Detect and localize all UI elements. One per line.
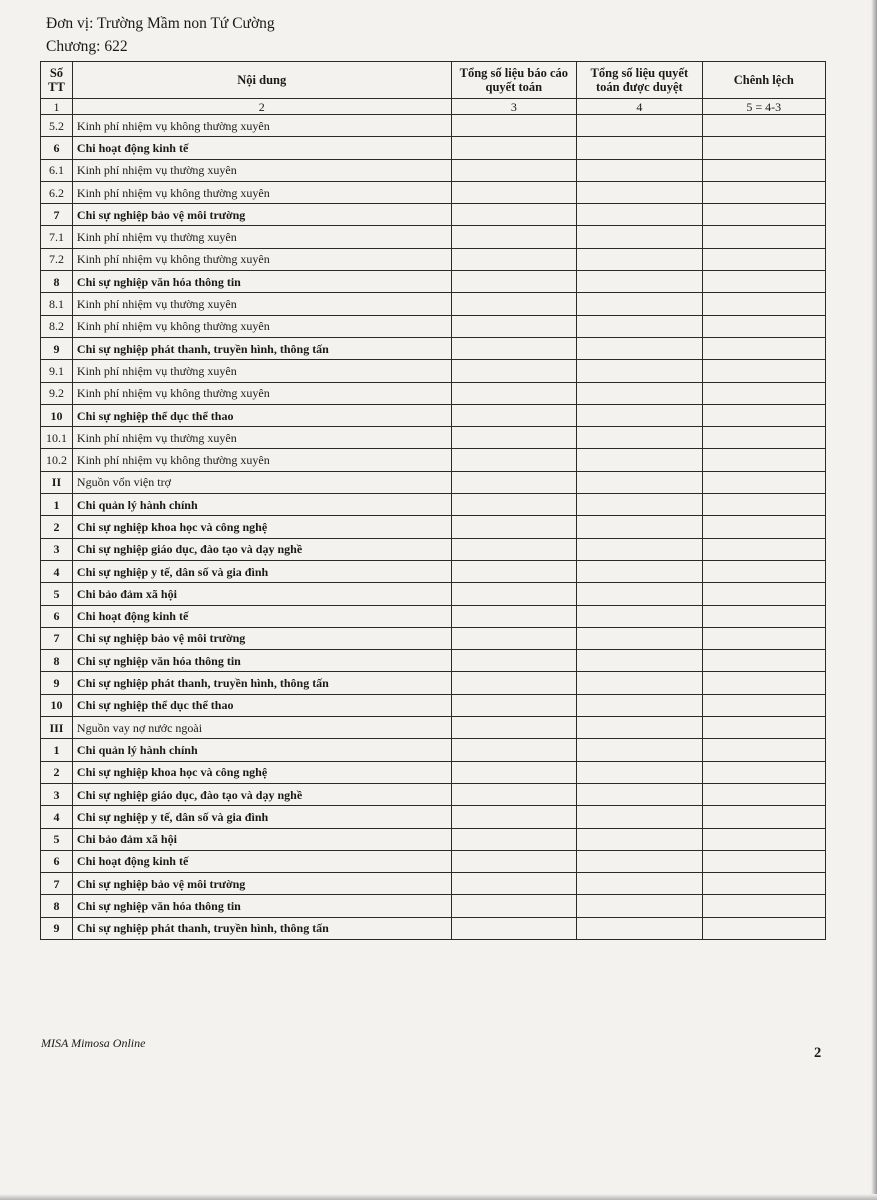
row-difference	[702, 471, 825, 493]
header-approved: Tổng số liệu quyết toán được duyệt	[577, 62, 703, 99]
row-reported	[451, 761, 577, 783]
row-stt: 4	[41, 560, 73, 582]
table-row	[41, 583, 826, 605]
row-reported	[451, 337, 577, 359]
row-difference	[702, 694, 825, 716]
table-row	[41, 739, 826, 761]
row-reported	[451, 404, 577, 426]
row-approved	[577, 293, 703, 315]
row-approved	[577, 360, 703, 382]
row-stt: 9.1	[41, 360, 73, 382]
row-approved	[577, 337, 703, 359]
row-content: Chi sự nghiệp y tế, dân số và gia đình	[72, 806, 451, 828]
row-approved	[577, 605, 703, 627]
row-approved	[577, 761, 703, 783]
table-row	[41, 337, 826, 359]
row-stt: 6	[41, 137, 73, 159]
row-stt: III	[41, 717, 73, 739]
row-approved	[577, 828, 703, 850]
row-reported	[451, 271, 577, 293]
row-approved	[577, 204, 703, 226]
row-reported	[451, 806, 577, 828]
row-content: Chi hoạt động kinh tế	[72, 137, 451, 159]
table-row	[41, 115, 826, 137]
row-approved	[577, 650, 703, 672]
table-row	[41, 694, 826, 716]
row-approved	[577, 115, 703, 137]
table-row	[41, 226, 826, 248]
row-difference	[702, 516, 825, 538]
table-row	[41, 850, 826, 872]
index-cell: 4	[577, 99, 703, 115]
index-cell: 3	[451, 99, 577, 115]
row-reported	[451, 315, 577, 337]
table-row	[41, 717, 826, 739]
row-content: Chi bảo đảm xã hội	[72, 583, 451, 605]
row-content: Chi bảo đảm xã hội	[72, 828, 451, 850]
row-difference	[702, 917, 825, 939]
table-row	[41, 137, 826, 159]
row-approved	[577, 494, 703, 516]
row-reported	[451, 605, 577, 627]
row-reported	[451, 672, 577, 694]
row-difference	[702, 449, 825, 471]
row-approved	[577, 382, 703, 404]
table-row	[41, 427, 826, 449]
row-approved	[577, 739, 703, 761]
row-difference	[702, 672, 825, 694]
row-approved	[577, 404, 703, 426]
row-approved	[577, 672, 703, 694]
row-reported	[451, 181, 577, 203]
row-difference	[702, 895, 825, 917]
row-reported	[451, 248, 577, 270]
row-content: Chi sự nghiệp giáo dục, đào tạo và dạy nghề	[72, 538, 451, 560]
row-stt: 7.2	[41, 248, 73, 270]
row-stt: II	[41, 471, 73, 493]
row-difference	[702, 538, 825, 560]
row-content: Kinh phí nhiệm vụ không thường xuyên	[72, 315, 451, 337]
row-stt: 7	[41, 873, 73, 895]
row-stt: 5	[41, 583, 73, 605]
table-row	[41, 761, 826, 783]
row-reported	[451, 783, 577, 805]
row-stt: 8	[41, 895, 73, 917]
row-approved	[577, 873, 703, 895]
row-reported	[451, 159, 577, 181]
row-approved	[577, 694, 703, 716]
row-content: Kinh phí nhiệm vụ không thường xuyên	[72, 449, 451, 471]
table-row	[41, 204, 826, 226]
row-content: Chi sự nghiệp văn hóa thông tin	[72, 895, 451, 917]
row-difference	[702, 650, 825, 672]
row-reported	[451, 650, 577, 672]
row-difference	[702, 271, 825, 293]
table-row	[41, 917, 826, 939]
row-content: Chi sự nghiệp khoa học và công nghệ	[72, 516, 451, 538]
row-content: Chi quản lý hành chính	[72, 494, 451, 516]
table-row	[41, 404, 826, 426]
row-content: Chi sự nghiệp y tế, dân số và gia đình	[72, 560, 451, 582]
row-stt: 5.2	[41, 115, 73, 137]
row-reported	[451, 471, 577, 493]
row-stt: 6	[41, 605, 73, 627]
row-stt: 8	[41, 271, 73, 293]
row-stt: 9.2	[41, 382, 73, 404]
row-content: Kinh phí nhiệm vụ không thường xuyên	[72, 115, 451, 137]
row-content: Kinh phí nhiệm vụ thường xuyên	[72, 159, 451, 181]
row-approved	[577, 226, 703, 248]
column-index-row	[41, 99, 826, 115]
row-difference	[702, 427, 825, 449]
row-difference	[702, 360, 825, 382]
row-difference	[702, 204, 825, 226]
row-stt: 9	[41, 917, 73, 939]
table-body	[41, 115, 826, 940]
row-difference	[702, 560, 825, 582]
row-approved	[577, 159, 703, 181]
table-row	[41, 873, 826, 895]
row-approved	[577, 538, 703, 560]
row-content: Chi sự nghiệp văn hóa thông tin	[72, 271, 451, 293]
table-row	[41, 560, 826, 582]
row-difference	[702, 583, 825, 605]
row-approved	[577, 427, 703, 449]
row-reported	[451, 538, 577, 560]
row-reported	[451, 873, 577, 895]
table-row	[41, 672, 826, 694]
row-difference	[702, 873, 825, 895]
row-reported	[451, 427, 577, 449]
row-content: Chi sự nghiệp phát thanh, truyền hình, thông tấn	[72, 337, 451, 359]
table-row	[41, 494, 826, 516]
row-approved	[577, 471, 703, 493]
row-difference	[702, 806, 825, 828]
row-difference	[702, 761, 825, 783]
row-content: Chi hoạt động kinh tế	[72, 850, 451, 872]
table-row	[41, 516, 826, 538]
row-approved	[577, 895, 703, 917]
table-row	[41, 806, 826, 828]
row-difference	[702, 404, 825, 426]
row-approved	[577, 248, 703, 270]
row-content: Chi sự nghiệp phát thanh, truyền hình, thông tấn	[72, 917, 451, 939]
table-row	[41, 650, 826, 672]
row-content: Kinh phí nhiệm vụ thường xuyên	[72, 427, 451, 449]
row-reported	[451, 204, 577, 226]
header-content: Nội dung	[72, 62, 451, 99]
row-content: Kinh phí nhiệm vụ không thường xuyên	[72, 248, 451, 270]
row-content: Kinh phí nhiệm vụ không thường xuyên	[72, 382, 451, 404]
row-approved	[577, 181, 703, 203]
row-reported	[451, 627, 577, 649]
row-stt: 6.1	[41, 159, 73, 181]
row-reported	[451, 850, 577, 872]
row-reported	[451, 115, 577, 137]
table-row	[41, 449, 826, 471]
table-row	[41, 783, 826, 805]
row-stt: 10.2	[41, 449, 73, 471]
row-reported	[451, 828, 577, 850]
row-difference	[702, 739, 825, 761]
table-row	[41, 271, 826, 293]
header-stt: Số TT	[41, 62, 73, 99]
row-reported	[451, 293, 577, 315]
table-row	[41, 293, 826, 315]
row-stt: 5	[41, 828, 73, 850]
row-stt: 8.1	[41, 293, 73, 315]
row-approved	[577, 315, 703, 337]
row-stt: 9	[41, 672, 73, 694]
row-stt: 7.1	[41, 226, 73, 248]
row-difference	[702, 137, 825, 159]
row-stt: 2	[41, 516, 73, 538]
row-reported	[451, 917, 577, 939]
row-stt: 3	[41, 783, 73, 805]
row-stt: 8	[41, 650, 73, 672]
row-difference	[702, 226, 825, 248]
table-row	[41, 159, 826, 181]
table-row	[41, 382, 826, 404]
row-stt: 7	[41, 627, 73, 649]
row-content: Chi sự nghiệp giáo dục, đào tạo và dạy nghề	[72, 783, 451, 805]
table-row	[41, 605, 826, 627]
row-reported	[451, 560, 577, 582]
table-row	[41, 360, 826, 382]
row-difference	[702, 159, 825, 181]
row-content: Chi sự nghiệp bảo vệ môi trường	[72, 627, 451, 649]
row-approved	[577, 850, 703, 872]
row-approved	[577, 627, 703, 649]
row-difference	[702, 605, 825, 627]
row-difference	[702, 717, 825, 739]
row-stt: 6.2	[41, 181, 73, 203]
table-row	[41, 248, 826, 270]
row-difference	[702, 382, 825, 404]
page-number: 2	[814, 1045, 822, 1061]
row-content: Chi sự nghiệp văn hóa thông tin	[72, 650, 451, 672]
page-bottom-shadow	[0, 1194, 877, 1200]
row-content: Chi sự nghiệp thể dục thể thao	[72, 404, 451, 426]
table-row	[41, 538, 826, 560]
row-stt: 9	[41, 337, 73, 359]
row-content: Nguồn vốn viện trợ	[72, 471, 451, 493]
row-reported	[451, 360, 577, 382]
row-approved	[577, 783, 703, 805]
row-content: Chi sự nghiệp khoa học và công nghệ	[72, 761, 451, 783]
table-header-row	[41, 62, 826, 99]
row-stt: 1	[41, 739, 73, 761]
row-stt: 8.2	[41, 315, 73, 337]
row-stt: 10	[41, 694, 73, 716]
row-difference	[702, 337, 825, 359]
software-brand: MISA Mimosa Online	[41, 1036, 146, 1050]
row-reported	[451, 739, 577, 761]
index-cell: 5 = 4-3	[702, 99, 825, 115]
row-content: Chi hoạt động kinh tế	[72, 605, 451, 627]
row-reported	[451, 583, 577, 605]
row-reported	[451, 449, 577, 471]
row-stt: 4	[41, 806, 73, 828]
row-reported	[451, 717, 577, 739]
settlement-table	[40, 61, 826, 940]
row-approved	[577, 271, 703, 293]
table-row	[41, 315, 826, 337]
row-approved	[577, 917, 703, 939]
row-difference	[702, 828, 825, 850]
row-stt: 1	[41, 494, 73, 516]
row-approved	[577, 806, 703, 828]
row-reported	[451, 694, 577, 716]
row-difference	[702, 181, 825, 203]
row-approved	[577, 717, 703, 739]
row-stt: 6	[41, 850, 73, 872]
header-difference: Chênh lệch	[702, 62, 825, 99]
row-difference	[702, 850, 825, 872]
row-approved	[577, 560, 703, 582]
row-reported	[451, 382, 577, 404]
row-reported	[451, 226, 577, 248]
row-difference	[702, 248, 825, 270]
row-content: Chi quản lý hành chính	[72, 739, 451, 761]
row-reported	[451, 137, 577, 159]
table-row	[41, 895, 826, 917]
row-approved	[577, 583, 703, 605]
row-stt: 10.1	[41, 427, 73, 449]
row-content: Kinh phí nhiệm vụ thường xuyên	[72, 293, 451, 315]
chapter-code: Chương: 622	[46, 38, 128, 55]
row-stt: 3	[41, 538, 73, 560]
row-difference	[702, 783, 825, 805]
row-content: Nguồn vay nợ nước ngoài	[72, 717, 451, 739]
row-content: Chi sự nghiệp bảo vệ môi trường	[72, 873, 451, 895]
page-edge-shadow	[871, 0, 877, 1200]
row-approved	[577, 137, 703, 159]
table-row	[41, 471, 826, 493]
row-content: Kinh phí nhiệm vụ thường xuyên	[72, 360, 451, 382]
header-reported: Tổng số liệu báo cáo quyết toán	[451, 62, 577, 99]
table-row	[41, 181, 826, 203]
row-stt: 7	[41, 204, 73, 226]
index-cell: 1	[41, 99, 73, 115]
table-row	[41, 828, 826, 850]
row-reported	[451, 895, 577, 917]
unit-name: Đơn vị: Trường Mầm non Tứ Cường	[46, 15, 275, 32]
row-difference	[702, 627, 825, 649]
row-content: Kinh phí nhiệm vụ không thường xuyên	[72, 181, 451, 203]
row-content: Chi sự nghiệp phát thanh, truyền hình, thông tấn	[72, 672, 451, 694]
row-content: Kinh phí nhiệm vụ thường xuyên	[72, 226, 451, 248]
row-content: Chi sự nghiệp thể dục thể thao	[72, 694, 451, 716]
row-reported	[451, 516, 577, 538]
row-content: Chi sự nghiệp bảo vệ môi trường	[72, 204, 451, 226]
table-row	[41, 627, 826, 649]
row-reported	[451, 494, 577, 516]
row-stt: 2	[41, 761, 73, 783]
row-approved	[577, 516, 703, 538]
row-difference	[702, 494, 825, 516]
row-difference	[702, 293, 825, 315]
index-cell: 2	[72, 99, 451, 115]
row-approved	[577, 449, 703, 471]
row-stt: 10	[41, 404, 73, 426]
row-difference	[702, 115, 825, 137]
row-difference	[702, 315, 825, 337]
